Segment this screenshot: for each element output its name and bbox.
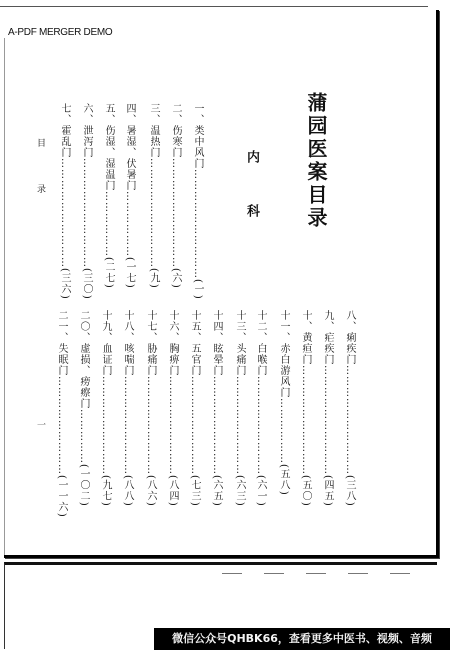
toc-entry[interactable]: 二〇、虚损、痨瘵门……………(一〇二)	[78, 310, 89, 507]
toc-entry[interactable]: 十二、白喉门………………………(六一)	[255, 310, 266, 507]
toc-entry[interactable]: 二、伤寒门…………………………(六)	[170, 103, 181, 289]
watermark-text: A-PDF MERGER DEMO	[8, 27, 113, 38]
toc-entry[interactable]: 十四、眩晕门………………………(六五)	[211, 310, 222, 507]
margin-label: 目 录	[35, 138, 45, 207]
toc-entry[interactable]: 十一、赤白游风门………………(五八)	[278, 310, 289, 496]
page-left-edge	[4, 38, 5, 555]
toc-entry[interactable]: 十八、咳喘门………………………(八八)	[122, 310, 133, 507]
toc-entry[interactable]: 十三、头痛门………………………(六三)	[234, 310, 245, 507]
book-title: 蒲园医案目录	[304, 92, 328, 230]
toc-entry[interactable]: 十五、五官门………………………(七三)	[189, 310, 200, 507]
toc-entry[interactable]: 十七、胁痛门………………………(八六)	[145, 310, 156, 507]
toc-entry[interactable]: 四、暑湿、伏暑门………………(一七)	[124, 103, 135, 289]
toc-entry[interactable]: 八、痢疾门…………………………(三八)	[344, 310, 355, 507]
toc-entry[interactable]: 三、温热门…………………………(九)	[148, 103, 159, 289]
toc-entry[interactable]: 五、伤湿、湿温门………………(二七)	[103, 103, 114, 289]
toc-entry[interactable]: 十、黄疸门…………………………(五〇)	[300, 310, 311, 507]
toc-entry[interactable]: 六、泄泻门…………………………(三〇)	[81, 103, 92, 300]
toc-entry[interactable]: 九、疟疾门…………………………(四五)	[322, 310, 333, 507]
toc-entry[interactable]: 十九、血证门………………………(九七)	[100, 310, 111, 507]
toc-entry[interactable]: 十六、胸痹门………………………(八四)	[167, 310, 178, 507]
section-heading: 内 科	[244, 150, 259, 231]
page-number: 一	[35, 420, 45, 443]
toc-entry[interactable]: 二一、失眠门………………………(一一六)	[56, 310, 67, 518]
toc-entry[interactable]: 七、霍乱门…………………………(三六)	[59, 103, 70, 300]
toc-entry[interactable]: 一、类中风门…………………………(一)	[192, 103, 203, 300]
promo-banner: 微信公众号QHBK66，查看更多中医书、视频、音频	[154, 628, 450, 650]
page-top-border	[0, 6, 428, 7]
